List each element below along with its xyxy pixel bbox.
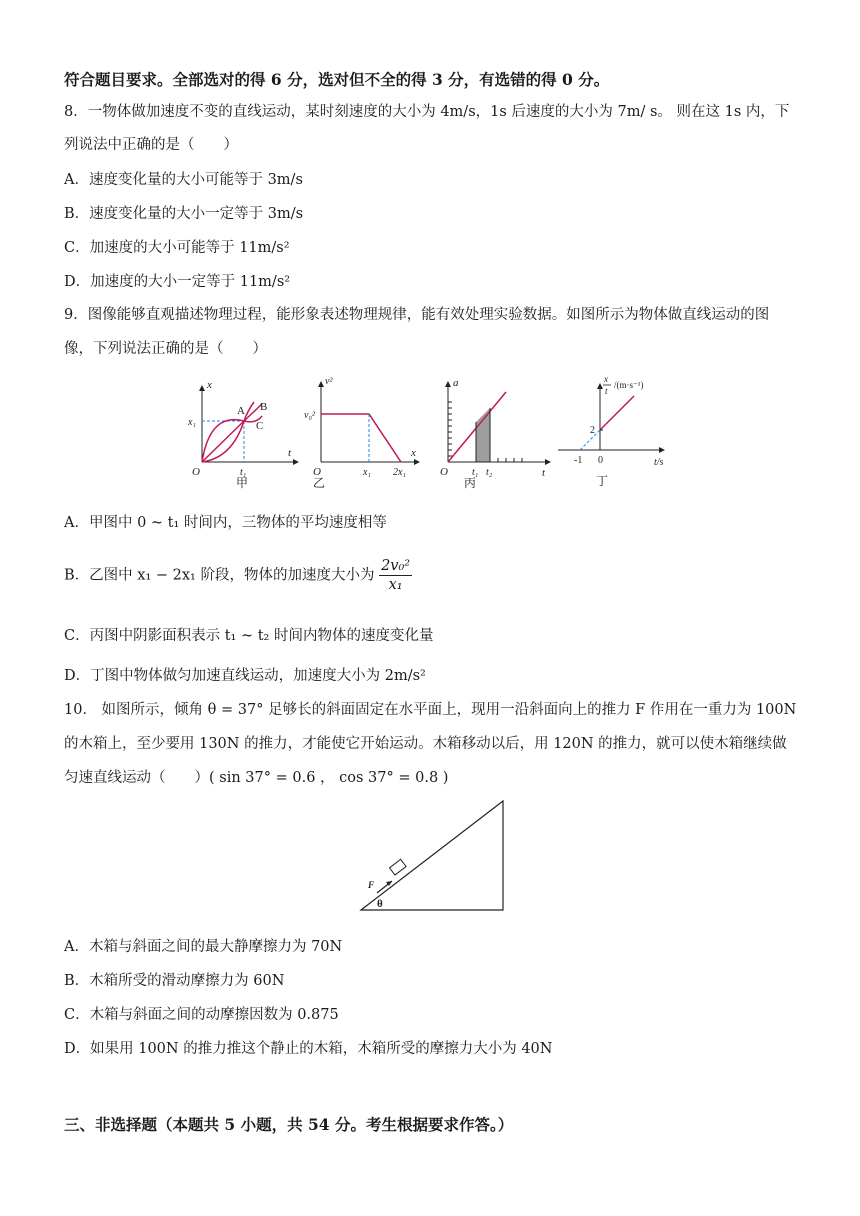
svg-text:x: x bbox=[207, 379, 212, 391]
svg-text:2: 2 bbox=[590, 425, 595, 436]
svg-text:x₁: x₁ bbox=[363, 467, 371, 478]
svg-text:0: 0 bbox=[598, 455, 603, 466]
incline-figure bbox=[355, 795, 510, 919]
q9-option-b[interactable] bbox=[64, 557, 412, 594]
box-block bbox=[390, 859, 407, 875]
svg-text:乙: 乙 bbox=[313, 476, 326, 490]
q10-stem-line2: 的木箱上，至少要用 130N 的推力，才能使它开始运动。木箱移动以后，用 120N 的推力，就可以使木箱继续做 bbox=[64, 736, 787, 752]
svg-text:t: t bbox=[542, 467, 546, 479]
svg-text:C: C bbox=[256, 420, 264, 432]
q8-option-b[interactable]: B．速度变化量的大小一定等于 3m/s bbox=[64, 206, 304, 222]
svg-text:-1: -1 bbox=[574, 455, 583, 466]
instruction-text: 符合题目要求。全部选对的得 6 分，选对但不全的得 3 分，有选错的得 0 分。 bbox=[64, 70, 610, 89]
svg-text:t₁: t₁ bbox=[472, 467, 479, 478]
svg-text:O: O bbox=[192, 466, 200, 478]
svg-text:O: O bbox=[440, 466, 448, 478]
figure-yi bbox=[303, 372, 425, 494]
q10-option-d[interactable]: D．如果用 100N 的推力推这个静止的木箱，木箱所受的摩擦力大小为 40N bbox=[64, 1041, 553, 1057]
q9-option-a[interactable]: A．甲图中 0 ~ t₁ 时间内，三物体的平均速度相等 bbox=[64, 515, 387, 531]
q10-stem-line3: 匀速直线运动（ ）( sin 37° = 0.6 ， cos 37° = 0.8 ) bbox=[64, 770, 449, 786]
svg-text:O: O bbox=[313, 466, 321, 478]
svg-text:x: x bbox=[411, 447, 416, 459]
q10-option-c[interactable]: C．木箱与斜面之间的动摩擦因数为 0.875 bbox=[64, 1007, 339, 1023]
q8-option-a[interactable]: A．速度变化量的大小可能等于 3m/s bbox=[64, 172, 303, 188]
svg-text:t: t bbox=[605, 386, 608, 396]
incline-triangle bbox=[361, 801, 503, 910]
svg-text:t: t bbox=[288, 447, 292, 459]
bing-shaded-area bbox=[476, 408, 490, 462]
svg-text:甲: 甲 bbox=[236, 476, 249, 490]
q9-option-b-text: B．乙图中 x₁ − 2x₁ 阶段，物体的加速度大小为 bbox=[64, 567, 375, 584]
q9-stem-line1: 9．图像能够直观描述物理过程，能形象表述物理规律，能有效处理实验数据。如图所示为物体做直线运动的图 bbox=[64, 307, 770, 323]
q10-option-b[interactable]: B．木箱所受的滑动摩擦力为 60N bbox=[64, 973, 285, 989]
q10-stem-line1: 10． 如图所示，倾角 θ = 37° 足够长的斜面固定在水平面上，现用一沿斜面向上的推力 F 作用在一重力为 100N bbox=[64, 702, 797, 718]
svg-text:t₂: t₂ bbox=[486, 467, 493, 478]
q8-option-c[interactable]: C．加速度的大小可能等于 11m/s² bbox=[64, 240, 290, 256]
svg-text:t/s: t/s bbox=[654, 457, 664, 468]
svg-text:x: x bbox=[604, 374, 608, 384]
q9-option-d[interactable]: D．丁图中物体做匀加速直线运动，加速度大小为 2m/s² bbox=[64, 668, 426, 684]
jia-curve-a bbox=[202, 416, 262, 462]
svg-text:a: a bbox=[453, 377, 459, 389]
q9-option-c[interactable]: C．丙图中阴影面积表示 t₁ ~ t₂ 时间内物体的速度变化量 bbox=[64, 628, 434, 644]
svg-text:2x₁: 2x₁ bbox=[393, 467, 406, 478]
svg-text:v₀²: v₀² bbox=[304, 410, 315, 421]
ding-graph-line bbox=[600, 396, 634, 430]
figure-jia bbox=[188, 372, 306, 494]
q10-option-a[interactable]: A．木箱与斜面之间的最大静摩擦力为 70N bbox=[64, 939, 343, 955]
q8-option-d[interactable]: D．加速度的大小一定等于 11m/s² bbox=[64, 274, 291, 290]
svg-text:A: A bbox=[237, 405, 245, 417]
jia-curve-c bbox=[202, 402, 254, 462]
q8-stem-line2: 列说法中正确的是（ ） bbox=[64, 137, 238, 153]
figure-bing bbox=[434, 372, 558, 494]
q9-option-b-fraction: $\frac{\text{2v₀²}}{\text{x₁}}$ bbox=[381, 558, 411, 593]
figure-ding bbox=[556, 372, 686, 494]
svg-text:t₁: t₁ bbox=[240, 467, 247, 478]
yi-graph-line bbox=[321, 414, 401, 462]
svg-text:x₁: x₁ bbox=[188, 417, 196, 428]
svg-text:/(m·s⁻¹): /(m·s⁻¹) bbox=[614, 380, 644, 390]
section3-title: 三、非选择题（本题共 5 小题，共 54 分。考生根据要求作答。） bbox=[64, 1115, 514, 1134]
svg-text:丙: 丙 bbox=[464, 476, 477, 490]
svg-text:v²: v² bbox=[325, 376, 333, 387]
svg-text:F: F bbox=[368, 880, 375, 890]
svg-text:B: B bbox=[260, 401, 268, 413]
svg-text:丁: 丁 bbox=[596, 474, 609, 488]
svg-text:θ: θ bbox=[377, 898, 383, 910]
q9-stem-line2: 像，下列说法正确的是（ ） bbox=[64, 341, 267, 357]
q8-stem-line1: 8．一物体做加速度不变的直线运动，某时刻速度的大小为 4m/s，1s 后速度的大小为 7m/ s。 则在这 1s 内，下 bbox=[64, 104, 790, 120]
